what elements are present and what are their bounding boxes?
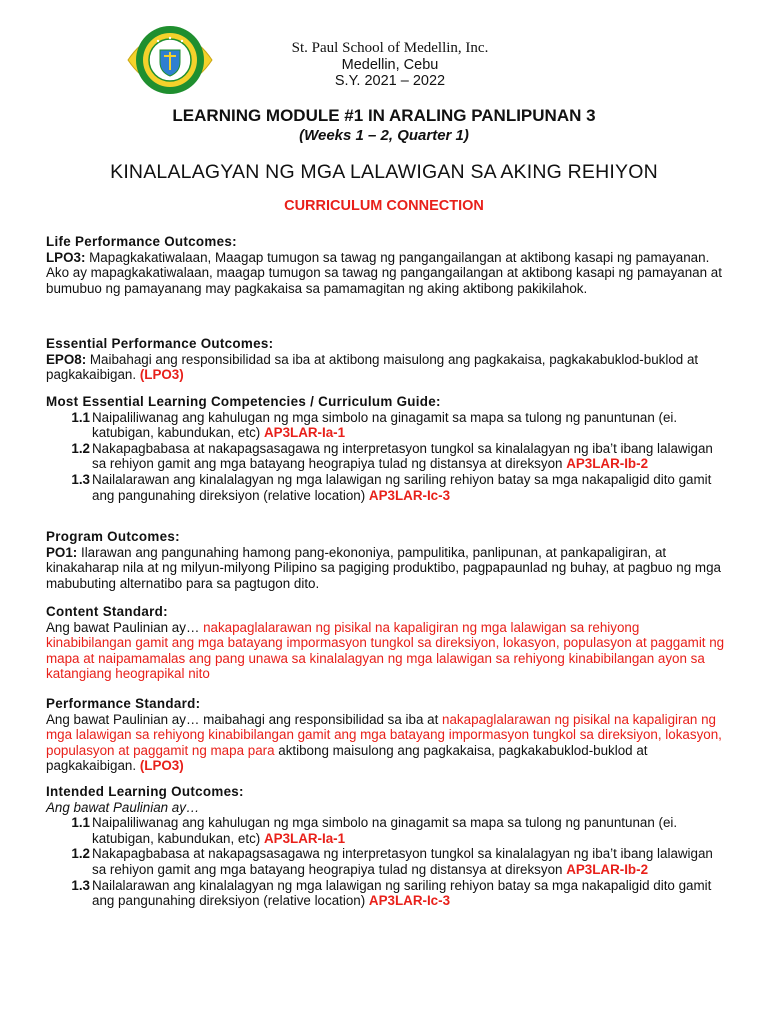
section-body	[46, 352, 726, 383]
standard-text: nakapaglalarawan ng pisikal na kapaligiran ng mga lalawigan sa rehiyong kinabibilangan gamit ang mga batayang impormasyon tungkol sa direksiyon, lokasyon, populasyon at paggamit ng mapa at naipamamalas ang pang unawa sa kinalalagyan ng mga lalawigan sa rehiyong kinabibilangan ayon sa katangiang heograpikal nito	[46, 619, 725, 682]
outcome-label: PO1:	[46, 544, 78, 560]
melc-section	[46, 394, 726, 503]
section-body	[46, 250, 726, 297]
competency-code: AP3LAR-Ia-1	[263, 830, 346, 846]
school-header	[240, 40, 540, 89]
outcome-text: Ilarawan ang pangunahing hamong pang-ekononiya, pampulitika, panlipunan, at pankapaligiran, at kinakaharap nila at ng milyun-milyong Pilipino sa pagiging produktibo, pagpapaunlad ng buhay, at pagbuo ng mga mabubuting alternatibo para sa pagtugon dito.	[46, 544, 721, 591]
school-year: S.Y. 2021 – 2022	[334, 73, 446, 89]
standard-tail: aktibong maisulong ang pagkakaisa, pagkakabuklod-buklod at pagkakaibigan.	[46, 742, 648, 774]
section-lead: Ang bawat Paulinian ay…	[46, 799, 200, 815]
competency-code: AP3LAR-Ic-3	[368, 487, 451, 503]
program-outcomes-section	[46, 529, 726, 591]
module-title: LEARNING MODULE #1 IN ARALING PANLIPUNAN 3	[172, 106, 596, 125]
intended-learning-outcomes-section	[46, 784, 726, 909]
item-number: 1.2	[71, 440, 90, 456]
list-item	[46, 815, 726, 846]
section-heading: Intended Learning Outcomes:	[46, 784, 244, 799]
outcome-text: Mapagkakatiwalaan, Maagap tumugon sa tawag ng pangangailangan at aktibong kasapi ng pamayanan. Ako ay mapagkakatiwalaan, maagap tumugon sa tawag ng pangangailangan at aktibong kasapi ng pamayanan at bumubuo ng pamayanang may pagkakaisa sa pamamagitan ng aking aktibong pakikilahok.	[46, 249, 722, 296]
standard-lead: Ang bawat Paulinian ay…	[46, 619, 204, 635]
item-text: Nailalarawan ang kinalalagyan ng mga lalawigan ng sariling rehiyon batay sa mga nakapaligid dito gamit ang pangunahing direksiyon (relative location) AP3LAR-Ic-3	[92, 471, 712, 503]
list-item	[46, 441, 726, 472]
section-body	[46, 545, 726, 592]
item-number: 1.1	[71, 815, 90, 831]
item-number: 1.3	[71, 877, 90, 893]
standard-lead: Ang bawat Paulinian ay… maibahagi ang responsibilidad sa iba at	[46, 711, 443, 727]
item-text: Nailalarawan ang kinalalagyan ng mga lalawigan ng sariling rehiyon batay sa mga nakapaligid dito gamit ang pangunahing direksiyon (relative location) AP3LAR-Ic-3	[92, 877, 712, 909]
competency-code: AP3LAR-Ib-2	[566, 456, 649, 472]
outcome-tag: (LPO3)	[139, 367, 184, 383]
list-item	[46, 410, 726, 441]
module-subtitle: (Weeks 1 – 2, Quarter 1)	[299, 127, 469, 144]
life-performance-section	[46, 234, 726, 296]
section-title: CURRICULUM CONNECTION	[284, 198, 484, 214]
section-heading: Program Outcomes:	[46, 529, 180, 544]
outcome-label: LPO3:	[46, 249, 86, 265]
lesson-title: KINALALAGYAN NG MGA LALAWIGAN SA AKING REHIYON	[110, 161, 658, 183]
outcome-text: Maibahagi ang responsibilidad sa iba at aktibong maisulong ang pagkakaisa, pagkakabuklod-buklod at pagkakaibigan.	[46, 351, 699, 383]
item-number: 1.3	[71, 471, 90, 487]
school-seal-logo	[120, 22, 220, 98]
item-text: Nakapagbabasa at nakapagsasagawa ng interpretasyon tungkol sa kinalalagyan ng iba’t ibang lalawigan sa rehiyon gamit ang mga batayang heograpiya tulad ng distansya at direksyon AP3LAR-Ib-2	[92, 846, 713, 877]
list-item	[46, 846, 726, 877]
section-heading: Performance Standard:	[46, 696, 201, 711]
item-number: 1.1	[71, 409, 90, 425]
section-heading: Essential Performance Outcomes:	[46, 336, 274, 351]
standard-red-text: nakapaglalarawan ng pisikal na kapaligiran ng mga lalawigan sa rehiyong kinabibilangan gamit ang mga batayang impormasyon tungkol sa direksiyon, lokasyon, populasyon at paggamit ng mapa para	[46, 711, 722, 758]
section-heading: Content Standard:	[46, 604, 168, 619]
item-text: Nakapagbabasa at nakapagsasagawa ng interpretasyon tungkol sa kinalalagyan ng iba’t ibang lalawigan sa rehiyon gamit ang mga batayang heograpiya tulad ng distansya at direksyon AP3LAR-Ib-2	[92, 440, 713, 472]
list-item	[46, 472, 726, 503]
competency-code: AP3LAR-Ic-3	[368, 893, 451, 909]
competency-code: AP3LAR-Ia-1	[263, 425, 346, 441]
section-body	[46, 620, 726, 682]
item-text: Naipaliliwanag ang kahulugan ng mga simbolo na ginagamit sa mapa sa tulong ng panuntunan (ei. katubigan, kabundukan, etc) AP3LAR-Ia-1	[92, 815, 678, 846]
section-body	[46, 712, 726, 774]
school-location: Medellin, Cebu	[341, 57, 439, 73]
school-name: St. Paul School of Medellin, Inc.	[291, 40, 489, 56]
item-number: 1.2	[71, 846, 90, 862]
item-text: Naipaliliwanag ang kahulugan ng mga simbolo na ginagamit sa mapa sa tulong ng panuntunan (ei. katubigan, kabundukan, etc) AP3LAR-Ia-1	[92, 409, 678, 441]
section-heading: Most Essential Learning Competencies / Curriculum Guide:	[46, 394, 441, 409]
list-item	[46, 878, 726, 909]
section-heading: Life Performance Outcomes:	[46, 234, 237, 249]
performance-standard-section	[46, 696, 726, 774]
competency-code: AP3LAR-Ib-2	[566, 861, 649, 877]
content-standard-section	[46, 604, 726, 682]
outcome-label: EPO8:	[46, 351, 87, 367]
standard-tag: (LPO3)	[139, 758, 184, 774]
essential-performance-section	[46, 336, 726, 383]
